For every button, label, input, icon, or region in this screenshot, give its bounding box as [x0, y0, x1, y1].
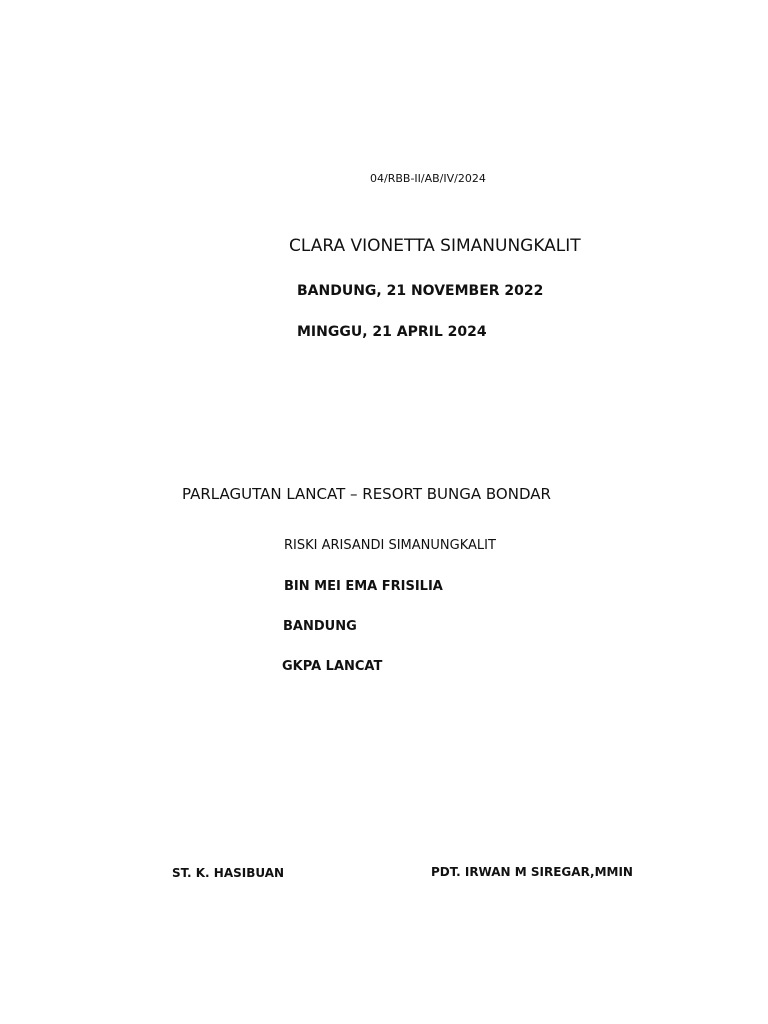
birth-place-date: BANDUNG, 21 NOVEMBER 2022: [297, 283, 544, 299]
baptism-date: MINGGU, 21 APRIL 2024: [297, 324, 487, 340]
baptized-name: CLARA VIONETTA SIMANUNGKALIT: [289, 236, 581, 256]
left-signatory-name: ST. K. HASIBUAN: [172, 866, 285, 880]
address: BANDUNG: [283, 619, 357, 634]
church-name: GKPA LANCAT: [282, 659, 383, 674]
congregation-name: PARLAGUTAN LANCAT – RESORT BUNGA BONDAR: [182, 485, 551, 503]
document-number: 04/RBB-II/AB/IV/2024: [370, 172, 486, 185]
mother-name: BIN MEI EMA FRISILIA: [284, 579, 443, 594]
father-name: RISKI ARISANDI SIMANUNGKALIT: [284, 538, 496, 553]
right-signatory-name: PDT. IRWAN M SIREGAR,MMIN: [431, 865, 633, 879]
